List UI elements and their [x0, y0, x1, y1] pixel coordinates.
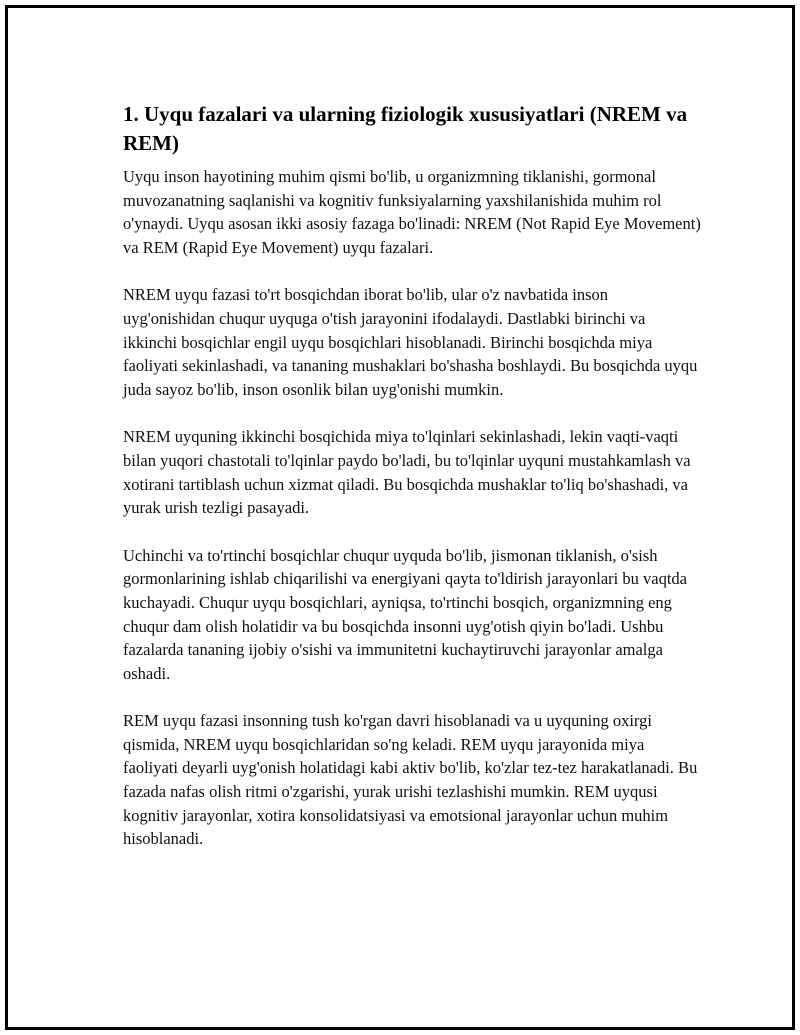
page-frame — [5, 5, 795, 1030]
section-heading: 1. Uyqu fazalari va ularning fiziologik xususiyatlari (NREM va REM) — [123, 102, 688, 155]
paragraph-intro: Uyqu inson hayotining muhim qismi bo'lib, u organizmning tiklanishi, gormonal muvozanatning saqlanishi va kognitiv funksiyalarning yaxshilanishida muhim rol o'ynaydi. Uyqu asosan ikki asosiy fazaga bo'linadi: NREM (Not Rapid Eye Movement) va REM (Rapid Eye Movement) uyqu fazalari. — [123, 167, 701, 257]
paragraph-deep-sleep: Uchinchi va to'rtinchi bosqichlar chuqur uyquda bo'lib, jismonan tiklanish, o'sish gormonlarining ishlab chiqarilishi va energiyani qayta to'ldirish jarayonlari bu vaqtda kuchayadi. Chuqur uyqu bosqichlari, ayniqsa, to'rtinchi bosqich, organizmning eng chuqur dam olish holatidir va bu bosqichda insonni uyg'otish qiyin bo'ladi. Ushbu fazalarda tananing ijobiy o'sishi va immunitetni kuchaytiruvchi jarayonlar amalga oshadi. — [123, 545, 687, 683]
paragraph-rem: REM uyqu fazasi insonning tush ko'rgan davri hisoblanadi va u uyquning oxirgi qismida, NREM uyqu bosqichlaridan so'ng keladi. REM uyqu jarayonida miya faoliyati deyarli uyg'onish holatidagi kabi aktiv bo'lib, ko'zlar tez-tez harakatlanadi. Bu fazada nafas olish ritmi o'zgarishi, yurak urishi tezlashishi mumkin. REM uyqusi kognitiv jarayonlar, xotira konsolidatsiyasi va emotsional jarayonlar uchun muhim hisoblanadi. — [123, 711, 698, 849]
paragraph-nrem-stages: NREM uyqu fazasi to'rt bosqichdan iborat bo'lib, ular o'z navbatida inson uyg'onishidan chuqur uyquga o'tish jarayonini ifodalaydi. Dastlabki birinchi va ikkinchi bosqichlar engil uyqu bosqichlari hisoblanadi. Birinchi bosqichda miya faoliyati sekinlashadi, va tananing mushaklari bo'shasha boshlaydi. Bu bosqichda uyqu juda sayoz bo'lib, inson osonlik bilan uyg'onishi mumkin. — [123, 285, 698, 399]
document-body — [123, 100, 703, 875]
paragraph-nrem-second-stage: NREM uyquning ikkinchi bosqichida miya to'lqinlari sekinlashadi, lekin vaqti-vaqti bilan yuqori chastotali to'lqinlar paydo bo'ladi, bu to'lqinlar uyquni mustahkamlash va xotirani tartiblash uchun xizmat qiladi. Bu bosqichda mushaklar to'liq bo'shashadi, va yurak urish tezligi pasayadi. — [123, 427, 691, 518]
